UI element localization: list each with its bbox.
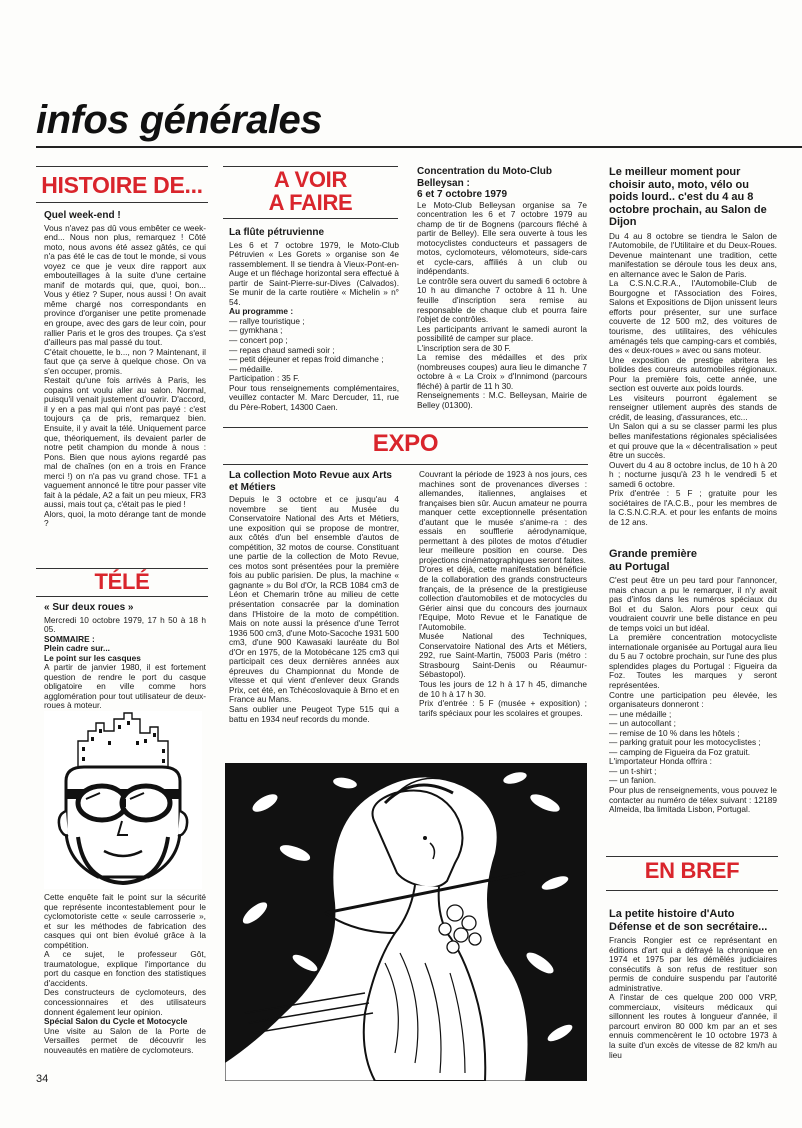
expo-col1-body <box>229 495 399 724</box>
avoir-para: Les 6 et 7 octobre 1979, le Moto-Club Pétruvien « Les Gorets » organise son 4e rassemblement. Il se tiendra à Vieux-Pont-en-Auge et un fléchage horizontal sera effectué à partir de Saint-Pierre-sur-Dives (Calvados). Se munir de la carte routière « Michelin » n° 54. <box>229 239 399 307</box>
expo-para: Tous les jours de 12 h à 17 h 45, dimanche de 10 h à 17 h 30. <box>419 679 587 699</box>
expo-bottom-rule <box>223 464 588 465</box>
portugal-title <box>609 548 777 573</box>
tele-article-top <box>44 602 206 711</box>
expo-para: Prix d'entrée : 5 F (musée + exposition) ; tarifs spéciaux pour les scolaires et groupes. <box>419 698 587 718</box>
portugal-body <box>609 576 777 815</box>
avoir-contact: Pour tous renseignements complémentaires, veuillez contacter M. Marc Dercuder, 11, rue du Père-Robert, 14300 Caen. <box>229 382 399 412</box>
tele-intro <box>44 616 206 711</box>
portugal-list-item: — un t-shirt ; <box>609 765 657 776</box>
helmet-cartoon-illustration <box>44 711 202 889</box>
avoir-bottom-rule <box>223 218 398 219</box>
tele-point-label: Le point sur les casques <box>44 652 141 663</box>
title-rule <box>36 146 802 148</box>
enbref-top-rule <box>606 856 778 857</box>
tele-body <box>44 893 206 1055</box>
tele-heading: TÉLÉ <box>94 569 150 594</box>
portugal-para: Pour plus de renseignements, vous pouvez le contacter au numéro de télex suivant : 12189 Almeida, lba limitada Lisbon, Portugal. <box>609 785 777 815</box>
belleysan-para: La remise des médailles et des prix (nombreuses coupes) aura lieu le dimanche 7 octobre à « La Croix » d'Innimond (parcours fléché) à partir de 11 h 30. <box>417 352 587 391</box>
portugal-honda: L'importateur Honda offrira : <box>609 756 712 767</box>
avoir-programme-item: — repas chaud samedi soir ; <box>229 344 335 355</box>
belleysan-para: L'inscription sera de 30 F. <box>417 342 511 353</box>
portugal-list-item: — une médaille ; <box>609 708 672 719</box>
dijon-para: Du 4 au 8 octobre se tiendra le Salon de l'Automobile, de l'Utilitaire et du Deux-Roues. Devenue maintenant une tradition, cette manifestation se déroule tous les deux ans, en alternance avec le Salon de Paris. <box>609 230 777 279</box>
dijon-para: Prix d'entrée : 5 F ; gratuite pour les sociétaires de l'A.C.B., pour les membres de la C.S.N.C.R.A. et pour les enfants de moins de 12 ans. <box>609 488 777 527</box>
tele-sommaire: SOMMAIRE : <box>44 633 95 644</box>
histoire-para: C'était chouette, le b..., non ? Maintenant, il faut que ça serve à quelque chose. On va s'en occuper, promis. <box>44 346 206 376</box>
avoir-programme-label: Au programme : <box>229 306 294 317</box>
dijon-para: Une exposition de prestige abritera les bolides des coureurs automobiles régionaux. Pour la première fois, cette année, une section est ouverte aux poids lourds. <box>609 354 777 394</box>
portugal-para: Contre une participation peu élevée, les organisateurs donneront : <box>609 689 777 710</box>
enbref-article <box>609 908 777 1060</box>
enbref-para: Francis Rongier est ce représentant en éditions d'art qui a défrayé la chronique en 1974 et 1975 par les démêlés judiciaires consécutifs à son refus de restituer son permis de conduire suspendu par l'autorité administrative. <box>609 935 777 993</box>
portugal-article <box>609 548 777 815</box>
tele-salon-label: Spécial Salon du Cycle et Motocycle <box>44 1016 188 1027</box>
tele-date: Mercredi 10 octobre 1979, 17 h 50 à 18 h 05. <box>44 614 206 635</box>
belleysan-body <box>417 201 587 411</box>
portugal-para: La première concentration motocycliste internationale organisée au Portugal aura lieu du 5 au 7 octobre prochain, sur l'une des plus splendides plages du Portugal : Figueira da Foz. Toutes les marques y seront représentées. <box>609 632 777 691</box>
avoir-programme-item: — petit déjeuner et repas froid dimanche ; <box>229 354 384 365</box>
portugal-list-item: — un fanion. <box>609 775 657 786</box>
tele-para: A partir de janvier 1980, il est fortement question de rendre le port du casque obligatoire en ville comme hors agglomération pour tout utilisateur de deux-roues à moteur. <box>44 662 206 711</box>
belleysan-para: Le contrôle sera ouvert du samedi 6 octobre à 10 h au dimanche 7 octobre à 11 h. Une feuille d'inscription sera remise au responsable de chaque club et pourra faire l'objet de contrôles. <box>417 275 587 325</box>
avoir-programme-item: — concert pop ; <box>229 334 288 345</box>
tele-para: A ce sujet, le professeur Gôt, traumatologue, explique l'importance du port du casque en fonction des statistiques d'accidents. <box>44 949 206 988</box>
page-number: 34 <box>36 1073 49 1085</box>
tele-para: Cette enquête fait le point sur la sécurité que représente incontestablement pour le cyclomotoriste cette « seule carrosserie », et sur les méthodes de fabrication des casques qui ont bien évolué grâce à la compétition. <box>44 892 206 950</box>
avoir-heading-line1: A VOIR <box>273 167 348 192</box>
expo-col1 <box>229 470 399 724</box>
tele-salon-text: Une visite au Salon de la Porte de Versailles permet de découvrir les nouveautés en matière de cyclomoteurs. <box>44 1025 206 1055</box>
histoire-para: Alors, quoi, la moto dérange tant de monde ? <box>44 508 206 529</box>
portugal-list-item: — remise de 10 % dans les hôtels ; <box>609 727 740 738</box>
expo-title: La collection Moto Revue aux Arts et Métiers <box>229 470 392 493</box>
avoir-article <box>229 227 399 412</box>
tele-bottom-rule <box>36 596 208 597</box>
enbref-bottom-rule <box>606 890 778 891</box>
belleysan-para: Le Moto-Club Belleysan organise sa 7e concentration les 6 et 7 octobre 1979 au champ de tir de Bognens (parcours fléché à partir de Belley). Elle sera ouverte à tous les motocyclistes conducteurs et passagers de motos, cyclomoteurs, vélomoteurs, side-cars et cycle-cars, affiliés à un club ou indépendants. <box>417 199 587 277</box>
page-title: infos générales <box>36 98 322 142</box>
avoir-programme-item: — gymkhana ; <box>229 325 283 336</box>
avoir-title: La flûte pétruvienne <box>229 227 325 238</box>
portugal-para: C'est peut être un peu tard pour l'annoncer, mais chacun a pu le remarquer, il n'y avait pas d'infos dans les numéros spéciaux du Bol et du Salon. Alors pour ceux qui voudraient couvrir une belle distance en peu de temps voici un but idéal. <box>609 575 777 633</box>
dijon-para: La C.S.N.C.R.A., l'Automobile-Club de Bourgogne et l'Association des Foires, Salons et Expositions de Dijon unissent leurs efforts pour présenter, sur une surface couverte de 12 500 m2, des voitures de tourisme, des utilitaires, des véhicules aménagés tels que camping-cars et combiés, des « deux-roues » avec ou sans moteur. <box>609 278 777 356</box>
expo-para: Depuis le 3 octobre et ce jusqu'au 4 novembre se tient au Musée du Conservatoire National des Arts et Métiers, une exposition qui se propose de montrer, aux côtés d'un bel ensemble d'autos de compétition, 32 motos de course. Constituant une partie de la collection de Moto Revue, ces motos sont présentées pour la première fois au public parisien. De plus, la machine « gagnante » du Bol d'Or, la RCB 1084 cm3 de Léon et Chemarin trône au milieu de cette présentation consacrée par la domination dans l'Histoire de la moto de compétition. Mais on note aussi la présence d'une Terrot 1936 500 cm3, d'une Moto-Sacoche 1931 500 cm3, d'une 900 Kawasaki lauréate du Bol d'Or en 1975, de la Motobécane 125 cm3 qui participait ces deux dernières années aux épreuves du Championnat du Monde de vitesse et qui vient d'enlever deux Grands Prix, cet été, en Tchécoslovaquie à Brno et en France au Mans. <box>229 494 399 705</box>
histoire-para: Vous n'avez pas dû vous embêter ce week-end... Nous non plus, remarquez ! Côté moto, nous avons été assez gâtés, ce qui n'a pas été le cas de tout le monde, si vous voyez ce que je veux dire rapport aux embouteillages à la suite d'une certaine manif de motards qui, que, quoi, bon... Vous y étiez ? Super, nous aussi ! On avait même chargé nos correspondants en province d'organiser une petite promenade en groupe, avec des gars de leur coin, pour rallier Paris et le gros des troupes. Ça s'est d'ailleurs pas mal passé du tout. <box>44 222 206 348</box>
avoir-programme-item: — médaille. <box>229 363 273 374</box>
expo-para: Musée National des Techniques, Conservatoire National des Arts et Métiers, 292, rue Saint-Martin, 75003 Paris (métro : Strasbourg Saint-Denis ou Réaumur-Sébastopol). <box>419 631 587 680</box>
enbref-para: A l'instar de ces quelque 200 000 VRP, commerciaux, visiteurs médicaux qui sillonnent les routes à longueur d'année, il parcourt environ 80 000 km par an et ses ennuis commencèrent le 10 octobre 1973 à la suite d'un excès de vitesse de 82 km/h au lieu <box>609 992 777 1060</box>
avoir-participation: Participation : 35 F. <box>229 373 300 384</box>
histoire-body <box>44 224 206 530</box>
enbref-body <box>609 936 777 1060</box>
histoire-bottom-rule <box>36 202 208 203</box>
belleysan-para: Renseignements : M.C. Belleysan, Mairie de Belley (01300). <box>417 390 587 410</box>
tele-plein-cadre: Plein cadre sur... <box>44 643 110 654</box>
dijon-body <box>609 232 777 528</box>
portugal-list-item: — un autocollant ; <box>609 718 676 729</box>
avoir-body <box>229 241 399 413</box>
expo-heading: EXPO <box>372 430 439 457</box>
histoire-title: Quel week-end ! <box>44 210 121 221</box>
portugal-list-item: — camping de Figueira da Foz gratuit. <box>609 746 751 757</box>
portugal-title-line2: au Portugal <box>609 560 670 573</box>
tele-title: « Sur deux roues » <box>44 602 134 613</box>
enbref-title: La petite histoire d'Auto Défense et de son secrétaire... <box>609 908 768 933</box>
enbref-heading: EN BREF <box>644 858 740 883</box>
tele-para: Des constructeurs de cyclomoteurs, des concessionnaires et des utilisateurs donnent également leur opinion. <box>44 987 206 1017</box>
avoir-programme-item: — rallye touristique ; <box>229 315 305 326</box>
expo-top-rule <box>223 427 588 428</box>
belleysan-para: Les participants arrivant le samedi auront la possibilité de camper sur place. <box>417 323 587 344</box>
belleysan-title-line1: Concentration du Moto-Club Belleysan : <box>417 166 552 189</box>
dijon-title: Le meilleur moment pour choisir auto, moto, vélo ou poids lourd.. c'est du 4 au 8 octobre prochain, au Salon de Dijon <box>609 166 767 228</box>
dijon-article <box>609 166 777 527</box>
dijon-para: Les visiteurs pourront également se renseigner utilement auprès des stands de crédit, de leasing, d'assurances, etc... <box>609 392 777 422</box>
avoir-heading-line2: A FAIRE <box>268 190 353 215</box>
woman-helmet-illustration <box>225 763 587 1081</box>
dijon-para: Un Salon qui a su se classer parmi les plus belles manifestations régionales spécialisées et qui prouve que la « décentralisation » peut être un succès. <box>609 421 777 461</box>
expo-para: Couvrant la période de 1923 à nos jours, ces machines sont de provenances diverses : allemandes, italiennes, anglaises et françaises bien sûr. Aucun amateur ne pourra manquer cette exceptionnelle présentation d'autant que le musée s'anime-ra : des essais en soufflerie aérodynamique, permettant à des pilotes de motos d'étudier leur meilleure position en course. Des projections cinématographiques seront faites. <box>419 469 587 565</box>
belleysan-title-line2: 6 et 7 octobre 1979 <box>417 189 508 200</box>
dijon-para: Ouvert du 4 au 8 octobre inclus, de 10 h à 20 h ; nocturne jusqu'à 23 h le vendredi 5 et samedi 6 octobre. <box>609 459 777 489</box>
expo-col2 <box>419 470 587 718</box>
expo-para: D'ores et déjà, cette manifestation bénéficie de la collaboration des grands constructeurs français, de la présence de la prestigieuse collection d'automobiles et de motocycles du Gérier ainsi que du concours des journaux l'Equipe, Moto Revue et le Fanatique de l'Automobile. <box>419 564 587 632</box>
histoire-heading: HISTOIRE DE... <box>41 172 203 198</box>
expo-para: Sans oublier une Peugeot Type 515 qui a battu en 1934 neuf records du monde. <box>229 704 399 724</box>
histoire-article <box>44 210 206 529</box>
tele-article-bottom <box>44 893 206 1055</box>
histoire-para: Restait qu'une fois arrivés à Paris, les copains ont voulu aller au salon. Normal, puisqu'il venait justement d'ouvrir. D'accord, il y en a pas mal qui n'ont pas payé : c'est toujours ça de pris, remarquez bien. Ensuite, il y avait la télé. Uniquement parce que, théoriquement, ils devaient parler de notre petit champion du monde à nous : Pons. Bien que nous ayions regardé pas mal de chaînes (on en a trois en France merci !) on n'a pas vu grand chose. TF1 a vaguement annoncé le titre pour passer vite fait à la pédale, A2 a fait un peu mieux, FR3 aussi, mais tout ça, c'était pas le pied ! <box>44 375 206 510</box>
portugal-list-item: — parking gratuit pour les motocyclistes ; <box>609 737 761 748</box>
expo-col2-body <box>419 470 587 718</box>
portugal-title-line1: Grande première <box>609 548 698 560</box>
histoire-top-rule <box>36 166 208 167</box>
belleysan-title <box>417 166 587 201</box>
belleysan-article <box>417 166 587 411</box>
avoir-heading <box>223 168 398 214</box>
